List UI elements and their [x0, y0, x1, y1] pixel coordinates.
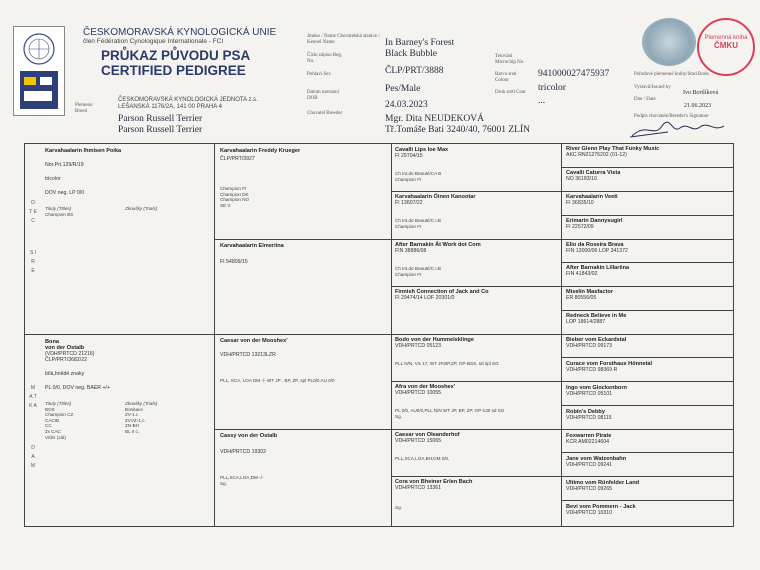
coat-type: ... — [538, 96, 546, 106]
sire-label: S I R E — [29, 250, 37, 274]
breed-label: Plemeno Breed — [75, 103, 93, 114]
breeder-label: Chovatel Breeder — [307, 111, 343, 116]
gen4-cell: Ultimo vom Rünfelder Land VDH/PRTCD 09265 — [566, 480, 640, 493]
gen2-cell: Karvahaalarin Freddy Krueger ČLP/PRT/3927 Champion FI Champion DK Champion NO SE V — [220, 148, 301, 208]
sex-label: Pohlaví Sex — [307, 72, 332, 77]
breeder: Mgr. Dita NEUDEKOVÁ Tř.Tomáše Bati 3240/40, 76001 ZLÍN — [385, 114, 530, 135]
microchip: 941000027475937 — [538, 69, 610, 79]
gen4-cell: After Barnakin Lillariina FIN 41843/02 — [566, 265, 630, 278]
gen4-cell: Karvahaalarin Veeti FI 36835/10 — [566, 193, 618, 206]
coat-color: tricolor — [538, 83, 566, 93]
gen4-cell: Miselin Masfactor ER 80556/05 — [566, 289, 613, 302]
otec-label: O T E C — [29, 200, 37, 224]
fci-line: člen Fédération Cynologique Internationale - FCI — [83, 38, 224, 45]
gen4-cell: Jane vom Watzenbahn VDH/PRTCD 09241 — [566, 456, 627, 469]
fci-emblem-icon — [14, 27, 64, 115]
gen4-cell: Curace vom Forsthaus Hönnetal VDH/PRTCD 98369 R — [566, 360, 653, 373]
issue-date: 21.06.2023 — [684, 103, 711, 109]
stud-book-label: Pořadové plemenné knihy/Stud Book — [634, 72, 709, 77]
gen3-cell: Bodo von der Hummelsklinge VDH/PRTCD 05123 PLL N/N, VS 17, WT JP,BP,ZP, GP-BSS, sd spl SG — [395, 337, 499, 366]
breed-value: Parson Russell Terrier Parson Russell Terrier — [118, 114, 203, 135]
gen2-cell: Karvahaalarin Elmeriina FI 54809/15 — [220, 243, 284, 265]
gen3-cell: Caesar von Oleanderhof VDH/PRTCD 15065 PLL,SCA,LOA,BH,DM 0/0, — [395, 432, 460, 461]
matka-label: M A T K A — [29, 385, 37, 409]
dog-name: In Barney's Forest Black Bubble — [385, 38, 455, 59]
title-en: CERTIFIED PEDIGREE — [101, 63, 246, 78]
dog-dob: 24.03.2023 — [385, 100, 428, 110]
dam-label: D A M — [30, 445, 36, 469]
gen4-cell: Erimarin Dannysugirl FI 22572/09 — [566, 217, 623, 230]
gen2-cell: Cassy von der Ostalb VDH/PRTCD 19302 PLL,SCA,LOA,DM -/- Sg. — [220, 433, 278, 486]
pedigree-table — [24, 143, 734, 527]
name-label: Jméno / Name Chovatelská stanice / Kennel Name — [307, 34, 380, 45]
signature-label: Podpis chovatele/Breeder's Signature — [634, 114, 709, 119]
dam-cell: Bona von der Ostalb (VDH/PRTCD 21216) ČLP/PRT/3682/22 bílá,hnědé znaky PL 0/0, DOV neg. BAER +/+ Tituly (Titles) BOS Champion CZ CACIB CC 2x CAC Vítěz (Ját) Zkoušky (Trials) Bonitace ZV-1.c ZVVZ-1.c. ZN-BH BL II c. — [45, 339, 158, 440]
color-label: Barva srsti Colour — [495, 72, 517, 83]
gen3-cell: Cora von Bheiner Erlen Bach VDH/PRTCD 13361 Sg. — [395, 479, 473, 510]
gen3-cell: Karvahaalarin Öinen Kanootar FI 13607/22 Ch Int.de Beauté/C.I.B Champion FI — [395, 194, 476, 229]
signature-icon — [628, 118, 728, 140]
gen3-cell: Cavalli Lips Ioe Max FI 29704/15 Ch Int.de Beauté/CA B Champion FI — [395, 147, 449, 182]
gen4-cell: Elio da Roseira Brava FIN 13000/06 LOP 341372 — [566, 241, 628, 254]
tattoo-label: Tetování Microchip No. — [495, 54, 525, 65]
issued-by: Ivo Bortlíková — [683, 90, 719, 96]
dob-label: Datum narození DOB — [307, 90, 340, 101]
hologram-seal-icon — [642, 18, 696, 66]
issued-label: Vystavil/Issued by — [634, 85, 671, 90]
gen4-cell: Bieber vom Eckardstal VDH/PRTCD 09173 — [566, 337, 627, 349]
dog-sex: Pes/Male — [385, 84, 421, 94]
dog-reg: ČLP/PRT/3888 — [385, 66, 444, 76]
reg-label: Číslo zápisu Reg. No. — [307, 53, 343, 64]
gen3-cell: Finnish Connection of Jack and Co FI 29474/14 LOF 20301/0 — [395, 289, 489, 301]
coat-label: Druh srsti Coat — [495, 90, 526, 95]
date-label: Dne / Date — [634, 97, 656, 102]
gen2-cell: Caesar von der Mooshex' VDH/PRTCD 13213LZR PLL, SCA, LOA DM -/- WT JP , BP, ZP, spl PL0/0 AU 0/0 — [220, 338, 335, 383]
gen4-cell: Robin's Debby VDH/PRTCD 08115 — [566, 408, 612, 421]
gen3-cell: Afra von der Mooshex' VDH/PRTCD 10055 PL 0/0, AU0/0,PLL N/N WT JP, BP, ZP, GP-130 sd SG Sg. — [395, 384, 505, 419]
gen4-cell: Cavalli Caturra Vista NO 36183/10 — [566, 169, 621, 182]
stud-book-stamp: Plemenná kniha ČMKU — [697, 18, 755, 76]
title-cz: PRŮKAZ PŮVODU PSA — [101, 48, 251, 63]
gen3-cell: After Barnakin Ät Work dot Com FIN 38886/08 Ch Int.de Beauté/C.I.B Champion FI — [395, 242, 481, 277]
sire-cell: Karvahaalarin Ihmisen Poika Nor.Prt.129/R/19 tricolor DOV neg. LP 0/0 Tituly (Titles) Champion BS Zkoušky (Trials) — [45, 148, 158, 217]
gen4-cell: Redneck Believe in Me LOP 18614/2887 — [566, 313, 627, 326]
gen4-cell: Bevi vom Pommern - Jack VDH/PRTCD 10310 — [566, 504, 636, 517]
cmku-logo — [13, 26, 65, 116]
org-name: ČESKOMORAVSKÁ KYNOLOGICKÁ UNIE — [83, 27, 277, 38]
title-block — [83, 27, 293, 78]
gen4-cell: Foxwarren Pirate KCR AM02214604 — [566, 432, 612, 445]
gen4-cell: River Glenn Play That Funky Music AKC RN21276202 (01-12) — [566, 146, 660, 158]
gen4-cell: Ingo vom Glockenborn VDH/PRTCD 05101 — [566, 384, 627, 397]
address: ČESKOMORAVSKÁ KYNOLOGICKÁ JEDNOTA z.s. LEŠANSKÁ 1176/2A, 141 00 PRAHA 4 — [118, 97, 258, 110]
